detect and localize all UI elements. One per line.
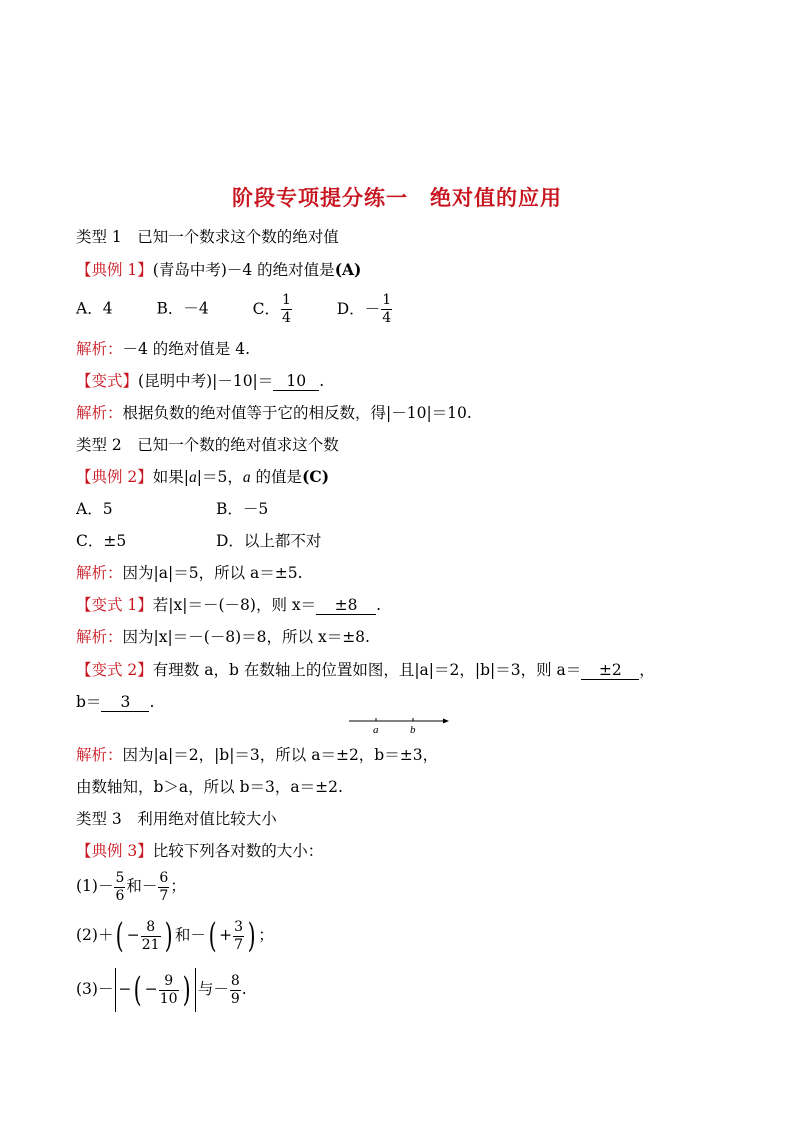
fraction: $\frac{5}{6}$: [115, 869, 125, 904]
type2-variant2-analysis-2: 由数轴知，b＞a，所以 b＝3，a＝±2.: [76, 778, 343, 796]
fraction: $\frac{8}{21}$: [141, 918, 160, 953]
fraction: $\frac{1}{4}$: [382, 292, 392, 326]
type2-options-row2: [76, 529, 321, 553]
type1-analysis: 解析：－4 的绝对值是 4.: [76, 340, 251, 358]
type3-item2: (2)＋( − $\frac{8}{21}$ ) 和－( + $\frac{3}{7}$ ) ；: [76, 916, 274, 956]
number-line: [347, 714, 451, 738]
type1-variant: 【变式】(昆明中考)|－10|＝ 10 .: [76, 372, 325, 390]
type2-variant2: 【变式 2】有理数 a，b 在数轴上的位置如图，且|a|＝2，|b|＝3，则 a＝ ±2 ，: [76, 661, 655, 679]
analysis-tag: 解析：: [76, 628, 123, 646]
option-a: A．5: [76, 500, 113, 518]
abs-bar: [195, 968, 196, 1012]
type3-item1: (1)－ $\frac{5}{6}$ 和－ $\frac{6}{7}$ ；: [76, 869, 186, 904]
example-text: (青岛中考)－4 的绝对值是: [152, 261, 335, 279]
option-a: A．4: [76, 299, 113, 318]
option-d: D．－ $\frac{1}{4}$: [336, 292, 392, 326]
type2-example: 【典例 2】如果|a|＝5，a 的值是(C): [76, 467, 330, 486]
analysis-tag: 解析：: [76, 746, 123, 764]
option-c: C． $\frac{1}{4}$: [252, 292, 291, 326]
type2-variant1-analysis: 解析：因为|x|＝－(－8)＝8，所以 x＝±8.: [76, 628, 370, 646]
option-b: B．－4: [156, 299, 209, 318]
page-title: 阶段专项提分练一 绝对值的应用: [232, 186, 562, 210]
variant-tag: 【变式 2】: [76, 661, 153, 679]
option-b: B．－5: [216, 500, 269, 518]
example-tag: 【典例 2】: [76, 468, 153, 486]
answer-blank: 3: [101, 693, 149, 712]
option-d: D．以上都不对: [216, 532, 322, 550]
fraction: $\frac{9}{10}$: [159, 972, 178, 1007]
answer-blank: ±2: [581, 661, 639, 680]
label-a: a: [373, 724, 379, 736]
label-b: b: [410, 724, 416, 736]
type2-heading: 类型 2 已知一个数的绝对值求这个数: [76, 436, 339, 454]
example-tag: 【典例 1】: [76, 261, 153, 279]
type2-variant2-cont: b＝ 3 .: [76, 693, 155, 711]
answer-blank: ±8: [316, 596, 376, 615]
analysis-tag: 解析：: [76, 340, 123, 358]
example-answer: (A): [334, 260, 362, 279]
type2-variant2-analysis-1: 解析：因为|a|＝2，|b|＝3，所以 a＝±2，b＝±3，: [76, 746, 439, 764]
analysis-tag: 解析：: [76, 564, 123, 582]
arrow-icon: [443, 719, 449, 724]
variant-tag: 【变式】: [76, 372, 139, 390]
variant-tag: 【变式 1】: [76, 596, 153, 614]
fraction: $\frac{1}{4}$: [281, 292, 291, 326]
fraction: $\frac{8}{9}$: [230, 972, 240, 1007]
fraction: $\frac{3}{7}$: [234, 918, 244, 953]
type1-heading: 类型 1 已知一个数求这个数的绝对值: [76, 228, 339, 246]
type2-variant1: 【变式 1】若|x|＝－(－8)，则 x＝ ±8 .: [76, 596, 382, 614]
type3-heading: 类型 3 利用绝对值比较大小: [76, 810, 277, 828]
type1-variant-analysis: 解析：根据负数的绝对值等于它的相反数，得|－10|＝10.: [76, 404, 472, 422]
fraction: $\frac{6}{7}$: [159, 869, 169, 904]
type3-example: 【典例 3】比较下列各对数的大小：: [76, 842, 324, 860]
answer-blank: 10: [273, 372, 319, 391]
example-answer: (C): [302, 467, 330, 486]
option-c: C．±5: [76, 532, 127, 550]
type1-example: [76, 258, 361, 282]
type2-options-row1: [76, 497, 268, 521]
abs-bar: [115, 968, 116, 1012]
analysis-tag: 解析：: [76, 404, 123, 422]
example-tag: 【典例 3】: [76, 842, 153, 860]
type2-analysis: 解析：因为|a|＝5，所以 a＝±5.: [76, 564, 303, 582]
type3-item3: (3)－ −( − $\frac{9}{10}$ ) 与－ $\frac{8}{9}$ .: [76, 970, 247, 1010]
type1-options: [76, 292, 393, 327]
